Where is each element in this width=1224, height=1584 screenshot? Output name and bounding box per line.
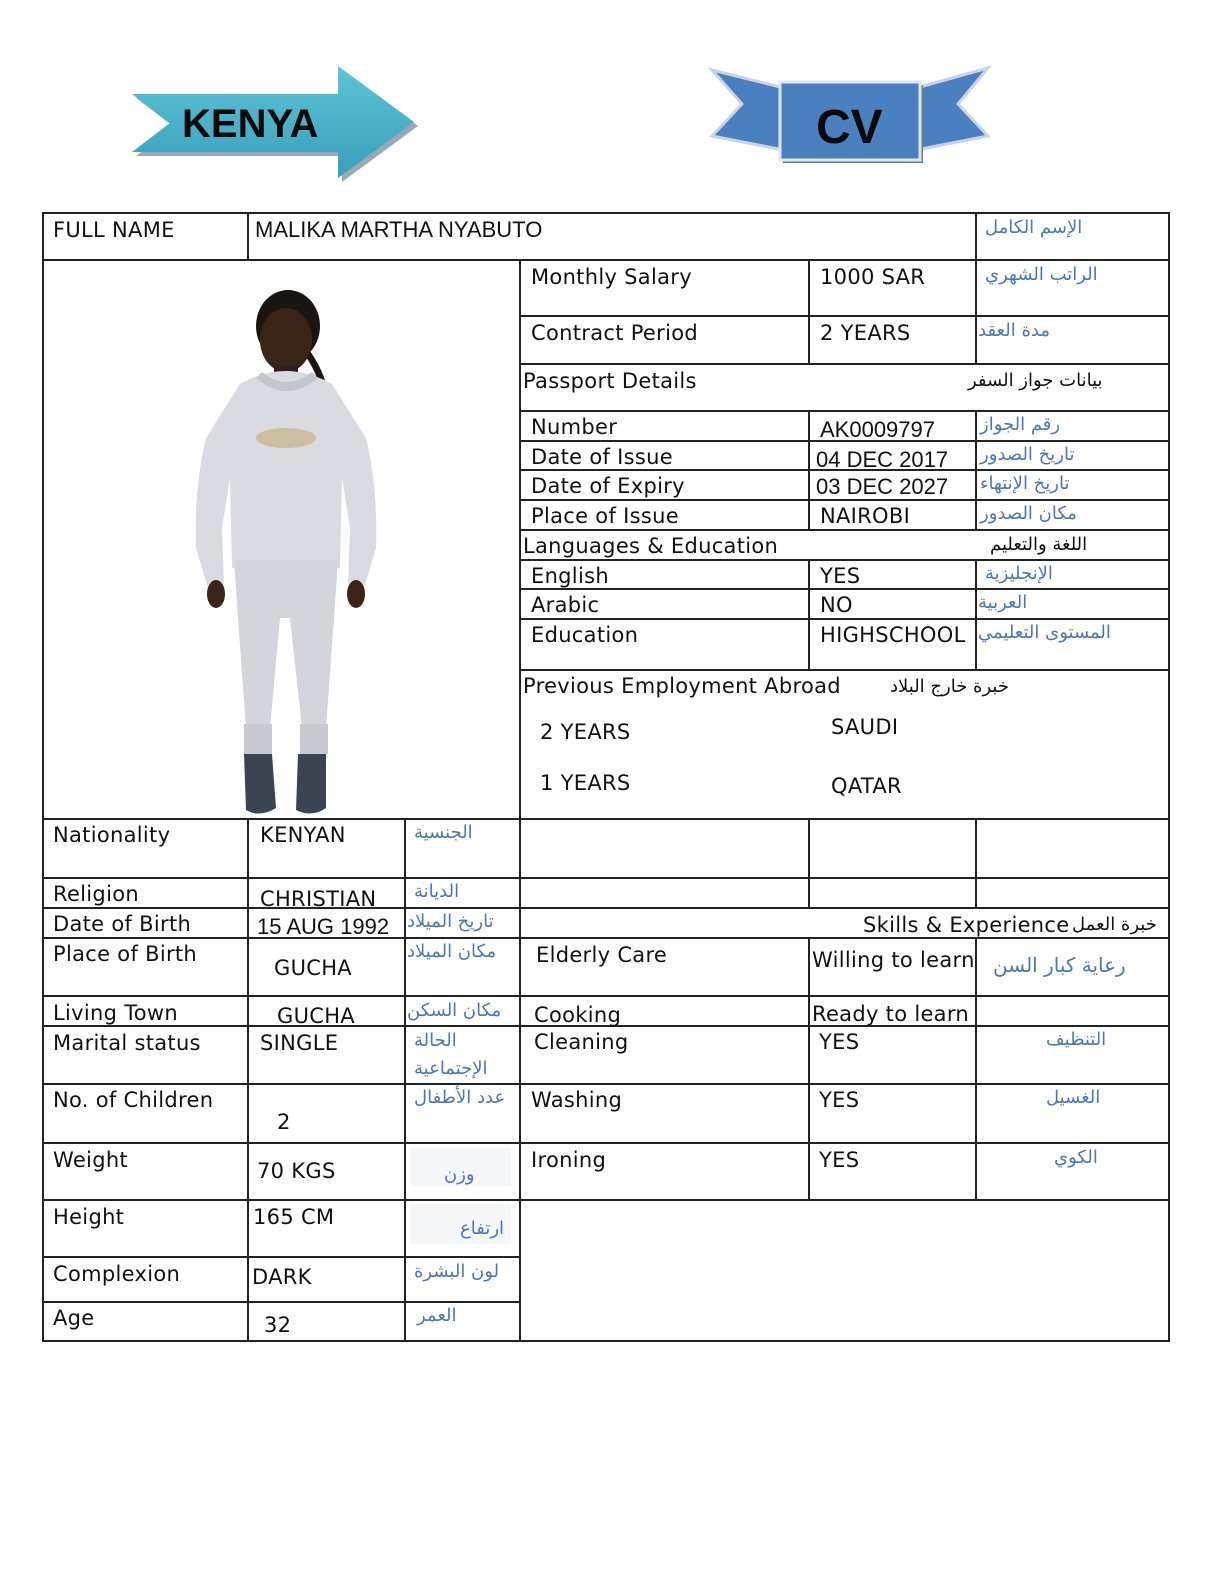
washing-label: Washing: [531, 1088, 623, 1112]
town-label-ar: مكان السكن: [407, 1000, 502, 1021]
grid-line: [519, 559, 1170, 561]
height-value: 165 CM: [253, 1205, 335, 1229]
kenya-arrow-banner: [126, 60, 418, 184]
languages-title: Languages & Education: [523, 534, 779, 558]
full-name-label-ar: الإسم الكامل: [985, 217, 1083, 238]
complexion-label: Complexion: [53, 1262, 181, 1286]
nationality-value: KENYAN: [260, 823, 346, 847]
grid-line: [808, 818, 810, 908]
passport-number-label: Number: [531, 415, 618, 439]
expiry-date-label-ar: تاريخ الإنتهاء: [980, 473, 1070, 494]
elderly-care-value: Willing to learn: [812, 948, 975, 972]
nationality-label: Nationality: [53, 823, 171, 847]
country-title: KENYA: [182, 102, 319, 146]
grid-line: [42, 1256, 520, 1258]
grid-line: [808, 410, 810, 530]
grid-line: [42, 877, 1170, 879]
arabic-label: Arabic: [531, 593, 600, 617]
employment-duration: 1 YEARS: [540, 771, 631, 795]
town-label: Living Town: [53, 1001, 179, 1025]
education-value: HIGHSCHOOL: [820, 623, 966, 647]
employment-country: SAUDI: [831, 715, 899, 739]
passport-title-ar: بيانات جواز السفر: [968, 370, 1103, 391]
complexion-label-ar: لون البشرة: [414, 1261, 500, 1282]
grid-line: [519, 669, 1170, 671]
washing-label-ar: الغسيل: [1046, 1087, 1101, 1108]
grid-line: [42, 1199, 1170, 1201]
issue-place-label-ar: مكان الصدور: [980, 503, 1077, 524]
grid-line: [975, 212, 977, 260]
age-label: Age: [53, 1306, 95, 1330]
education-label-ar: المستوى التعليمي: [978, 622, 1111, 643]
children-label-ar: عدد الأطفال: [414, 1087, 506, 1108]
skills-title-ar: خبرة العمل: [1072, 914, 1157, 935]
employment-title: Previous Employment Abroad: [523, 674, 841, 698]
person-figure: [180, 288, 390, 818]
height-label: Height: [53, 1205, 125, 1229]
issue-place-label: Place of Issue: [531, 504, 679, 528]
cleaning-label-ar: التنظيف: [1046, 1029, 1107, 1050]
pob-label: Place of Birth: [53, 942, 198, 966]
arabic-value: NO: [820, 593, 853, 617]
grid-line: [975, 559, 977, 670]
grid-line: [42, 212, 1170, 214]
marital-label: Marital status: [53, 1031, 201, 1055]
grid-line: [404, 818, 406, 1341]
grid-line: [975, 259, 977, 364]
grid-line: [1168, 212, 1170, 1341]
grid-line: [247, 212, 249, 260]
ironing-value: YES: [819, 1148, 860, 1172]
elderly-care-label-ar: رعاية كبار السن: [993, 953, 1126, 977]
weight-label: Weight: [53, 1148, 128, 1172]
cooking-value: Ready to learn: [812, 1002, 970, 1026]
dob-value: 15 AUG 1992: [257, 914, 390, 939]
grid-line: [42, 259, 1170, 261]
english-value: YES: [820, 564, 861, 588]
issue-place-value: NAIROBI: [820, 504, 911, 528]
cleaning-value: YES: [819, 1030, 860, 1054]
english-label-ar: الإنجليزية: [985, 563, 1053, 584]
contract-label-ar: مدة العقد: [978, 320, 1050, 341]
nationality-label-ar: الجنسية: [414, 822, 473, 843]
contract-value: 2 YEARS: [820, 321, 911, 345]
cv-title: CV: [816, 101, 883, 154]
salary-value: 1000 SAR: [820, 265, 926, 289]
cooking-label: Cooking: [534, 1003, 622, 1027]
passport-number-value: AK0009797: [820, 417, 935, 442]
employment-duration: 2 YEARS: [540, 720, 631, 744]
employment-country: QATAR: [831, 774, 902, 798]
children-value: 2: [277, 1110, 291, 1134]
grid-line: [42, 1340, 1170, 1342]
elderly-care-label: Elderly Care: [536, 943, 668, 967]
grid-line: [975, 410, 977, 530]
grid-line: [519, 315, 1170, 317]
issue-date-label: Date of Issue: [531, 445, 673, 469]
grid-line: [519, 529, 1170, 531]
ironing-label-ar: الكوي: [1054, 1147, 1098, 1168]
grid-line: [42, 1142, 1170, 1144]
grid-line: [247, 818, 249, 1341]
candidate-photo: [180, 288, 390, 818]
religion-value: CHRISTIAN: [260, 887, 377, 911]
expiry-date-value: 03 DEC 2027: [816, 474, 949, 499]
town-value: GUCHA: [277, 1004, 355, 1028]
ironing-label: Ironing: [531, 1148, 607, 1172]
issue-date-label-ar: تاريخ الصدور: [980, 444, 1075, 465]
weight-value: 70 KGS: [257, 1159, 336, 1183]
employment-title-ar: خبرة خارج البلاد: [890, 676, 1009, 697]
marital-label-ar: الحالة الإجتماعية: [414, 1030, 488, 1079]
washing-value: YES: [819, 1088, 860, 1112]
weight-label-ar: وزن: [444, 1164, 475, 1185]
grid-line: [519, 410, 1170, 412]
issue-date-value: 04 DEC 2017: [816, 447, 949, 472]
english-label: English: [531, 564, 609, 588]
grid-line: [975, 937, 977, 1200]
grid-line: [42, 1083, 1170, 1085]
dob-label: Date of Birth: [53, 912, 192, 936]
contract-label: Contract Period: [531, 321, 698, 345]
pob-value: GUCHA: [274, 956, 352, 980]
passport-number-label-ar: رقم الجواز: [980, 414, 1061, 435]
arabic-label-ar: العربية: [978, 592, 1028, 613]
skills-title: Skills & Experience: [863, 913, 1070, 937]
grid-line: [808, 937, 810, 1200]
pob-label-ar: مكان الميلاد: [407, 941, 497, 962]
passport-title: Passport Details: [523, 369, 697, 393]
grid-line: [975, 818, 977, 908]
salary-label: Monthly Salary: [531, 265, 692, 289]
grid-line: [42, 212, 44, 1341]
age-value: 32: [264, 1313, 292, 1337]
education-label: Education: [531, 623, 639, 647]
height-label-ar: ارتفاع: [460, 1218, 505, 1239]
grid-line: [42, 907, 1170, 909]
children-label: No. of Children: [53, 1088, 214, 1112]
grid-line: [42, 995, 1170, 997]
dob-label-ar: تاريخ الميلاد: [407, 911, 494, 932]
languages-title-ar: اللغة والتعليم: [990, 534, 1088, 555]
religion-label: Religion: [53, 882, 139, 906]
grid-line: [808, 559, 810, 670]
grid-line: [808, 259, 810, 364]
full-name-label: FULL NAME: [53, 218, 175, 242]
salary-label-ar: الراتب الشهري: [985, 264, 1098, 285]
cv-ribbon-banner: [708, 58, 992, 168]
religion-label-ar: الديانة: [414, 881, 460, 902]
expiry-date-label: Date of Expiry: [531, 474, 685, 498]
grid-line: [42, 818, 1170, 820]
complexion-value: DARK: [252, 1265, 312, 1289]
cleaning-label: Cleaning: [534, 1030, 629, 1054]
marital-value: SINGLE: [260, 1031, 339, 1055]
grid-line: [519, 363, 1170, 365]
age-label-ar: العمر: [417, 1305, 457, 1326]
full-name-value: MALIKA MARTHA NYABUTO: [255, 217, 543, 242]
grid-line: [519, 259, 521, 1341]
